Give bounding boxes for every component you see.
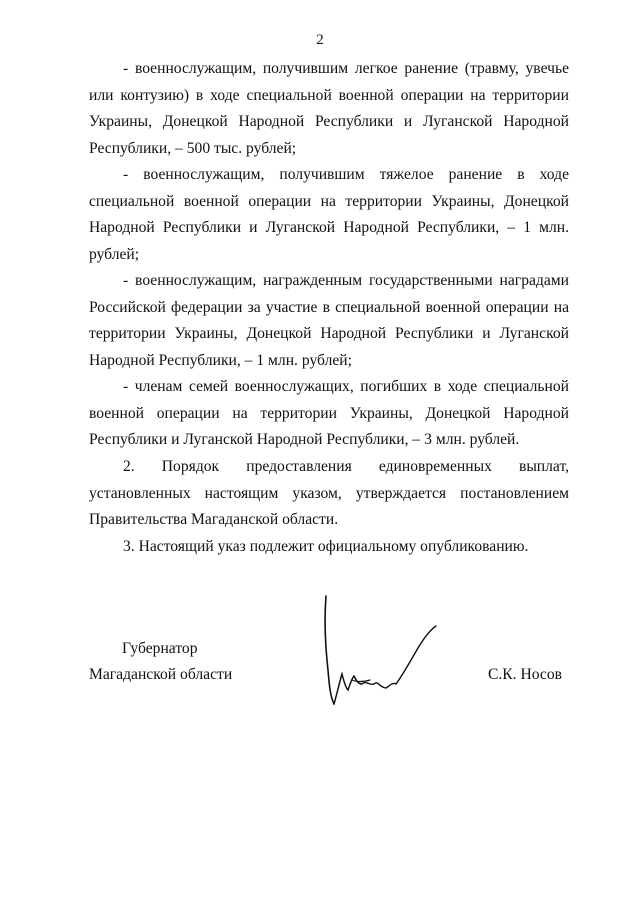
signatory-title bbox=[89, 636, 232, 688]
paragraph-family-members: - членам семей военнослужащих, погибших в ходе специальной военной операции на территории Украины, Донецкой Народной Республики и Луганской Народной Республики, – 3 млн. рублей. bbox=[89, 378, 569, 448]
signatory-title-line2: Магаданской области bbox=[89, 666, 233, 683]
paragraph-publication: 3. Настоящий указ подлежит официальному опубликованию. bbox=[123, 538, 529, 555]
signatory-title-line1: Губернатор bbox=[122, 640, 198, 657]
handwritten-signature bbox=[318, 592, 442, 710]
paragraph-procedure: 2. Порядок предоставления единовременных выплат, установленных настоящим указом, утверждается постановлением Правительства Магаданской области. bbox=[89, 458, 569, 528]
signatory-name: С.К. Носов bbox=[487, 666, 562, 683]
page-number: 2 bbox=[316, 32, 324, 48]
paragraph-severe-wound: - военнослужащим, получившим тяжелое ранение в ходе специальной военной операции на территории Украины, Донецкой Народной Республики и Луганской Народной Республики, – 1 млн. рублей; bbox=[89, 166, 569, 263]
paragraph-light-wound: - военнослужащим, получившим легкое ранение (травму, увечье или контузию) в ходе специальной военной операции на территории Украины, Донецкой Народной Республики и Луганской Народной Республики, – 500 тыс. рублей; bbox=[89, 60, 569, 157]
paragraph-state-awards: - военнослужащим, награжденным государственными наградами Российской федерации за участие в специальной военной операции на территории Украины, Донецкой Народной Республики и Луганской Народной Республики, – 1 млн. рублей; bbox=[89, 272, 569, 369]
